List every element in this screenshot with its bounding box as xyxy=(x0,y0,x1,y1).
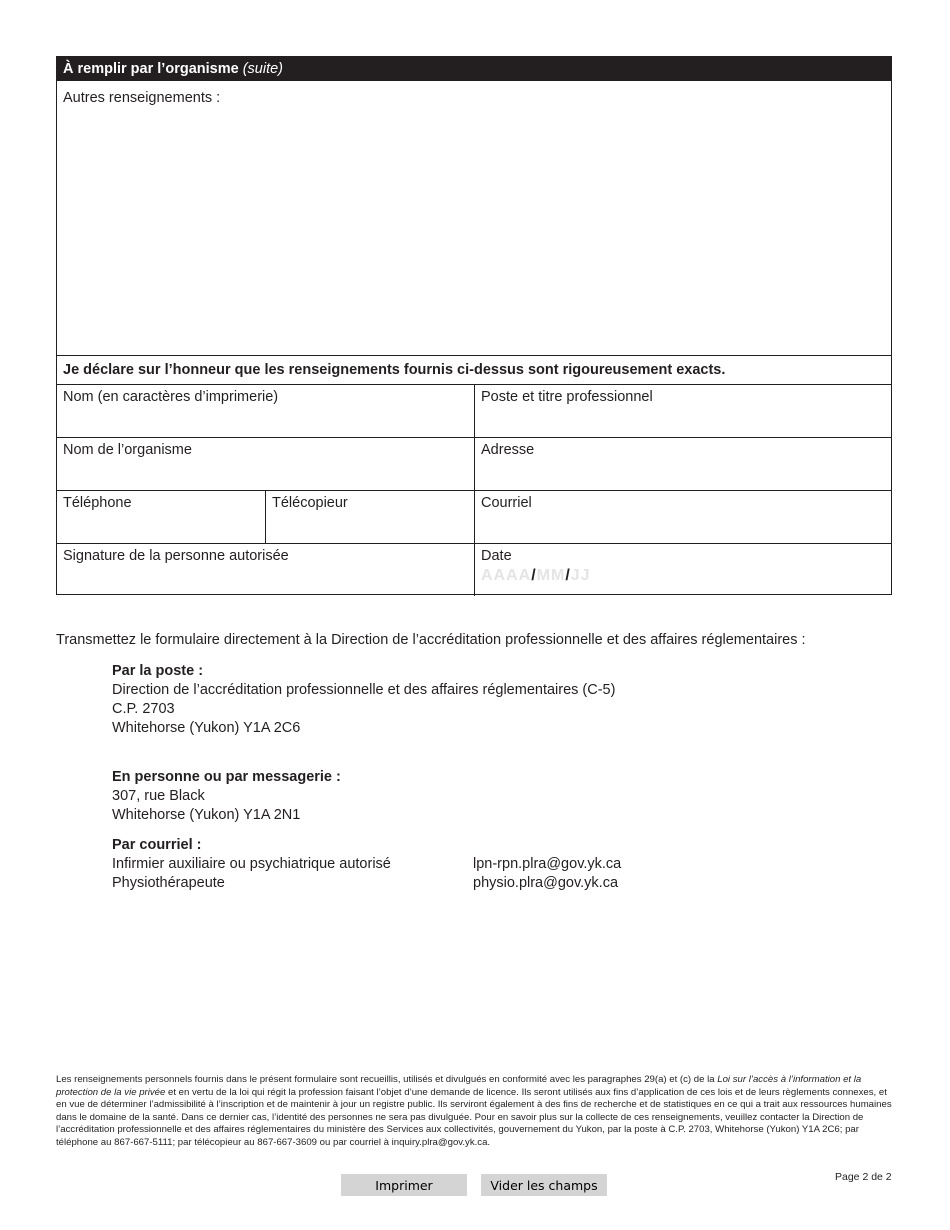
name-field[interactable] xyxy=(63,411,463,431)
mail-line: C.P. 2703 xyxy=(112,701,175,717)
declaration-statement: Je déclare sur l’honneur que les renseignements fournis ci-dessus sont rigoureusement exacts. xyxy=(63,362,726,378)
in-person-section xyxy=(112,768,341,825)
mail-line: Direction de l’accréditation professionnelle et des affaires réglementaires (C-5) xyxy=(112,682,616,698)
section-header-title: À remplir par l’organisme xyxy=(63,61,239,77)
submission-intro: Transmettez le formulaire directement à la Direction de l’accréditation professionnelle et des affaires réglementaires : xyxy=(56,632,806,648)
position-label: Poste et titre professionnel xyxy=(481,389,653,405)
email-row-label: Physiothérapeute xyxy=(112,875,225,891)
in-person-line: 307, rue Black xyxy=(112,788,205,804)
email-row xyxy=(112,874,672,893)
print-button[interactable]: Imprimer xyxy=(341,1174,467,1196)
email-row-address: physio.plra@gov.yk.ca xyxy=(473,875,619,891)
fax-field[interactable] xyxy=(272,517,467,537)
email-label: Courriel xyxy=(481,495,532,511)
phone-label: Téléphone xyxy=(63,495,132,511)
mail-heading: Par la poste : xyxy=(112,663,204,679)
date-separator: / xyxy=(565,567,571,584)
signature-field[interactable] xyxy=(63,570,463,590)
email-row-address: lpn-rpn.plra@gov.yk.ca xyxy=(473,856,622,872)
organization-name-label: Nom de l’organisme xyxy=(63,442,192,458)
date-year-placeholder: AAAA xyxy=(481,567,532,584)
email-section xyxy=(112,836,672,893)
name-label: Nom (en caractères d’imprimerie) xyxy=(63,389,279,405)
phone-field[interactable] xyxy=(63,517,258,537)
date-field[interactable] xyxy=(481,567,591,585)
email-row xyxy=(112,855,672,874)
fax-label: Télécopieur xyxy=(272,495,348,511)
column-divider xyxy=(474,384,475,596)
date-label: Date xyxy=(481,548,512,564)
email-field[interactable] xyxy=(481,517,885,537)
clear-fields-button[interactable]: Vider les champs xyxy=(481,1174,607,1196)
other-info-label: Autres renseignements : xyxy=(63,90,221,106)
date-day-placeholder: JJ xyxy=(570,567,591,584)
privacy-law-title: Loi sur l’accès à l’information et la protection de la vie privée xyxy=(56,1074,862,1098)
mail-line: Whitehorse (Yukon) Y1A 2C6 xyxy=(112,720,301,736)
date-month-placeholder: MM xyxy=(536,567,566,584)
privacy-notice xyxy=(56,1074,894,1150)
page-number: Page 2 de 2 xyxy=(835,1171,892,1183)
organization-name-field[interactable] xyxy=(63,464,463,484)
position-field[interactable] xyxy=(481,411,885,431)
section-header-suite: (suite) xyxy=(242,61,283,77)
divider xyxy=(57,355,891,356)
address-label: Adresse xyxy=(481,442,535,458)
in-person-line: Whitehorse (Yukon) Y1A 2N1 xyxy=(112,807,301,823)
address-field[interactable] xyxy=(481,464,885,484)
organization-form-section xyxy=(56,56,892,595)
mail-section xyxy=(112,662,615,738)
privacy-text: et en vertu de la loi qui régit la profession faisant l’objet d’une demande de licence. Ils seront utilisés aux fins d’application de ces lois et de leurs règlements connexes, et en vue de déterminer l’admissibilité à l’inscription et de maintenir à jour un registre public. Ils serviront également à des fins de recherche et de statistiques en ce qui a trait aux ressources humaines dans le domaine de la santé. Dans ce dernier cas, l’identité des personnes ne sera pas divulguée. Pour en savoir plus sur la collecte de ces renseignements, veuillez contacter la Direction de l’accréditation professionnelle et des affaires réglementaires du ministère des Services aux collectivités, gouvernement du Yukon, par la poste à C.P. 2703, Whitehorse (Yukon) Y1A 2C6; par téléphone au 867-667-5111; par télécopieur au 867-667-3609 ou par courriel à inquiry.plra@gov.yk.ca. xyxy=(56,1086,892,1148)
section-header xyxy=(57,57,891,81)
column-divider xyxy=(265,490,266,543)
other-info-field[interactable] xyxy=(63,111,883,351)
email-row-label: Infirmier auxiliaire ou psychiatrique autorisé xyxy=(112,856,391,872)
email-heading: Par courriel : xyxy=(112,837,202,853)
in-person-heading: En personne ou par messagerie : xyxy=(112,769,341,785)
privacy-text: Les renseignements personnels fournis dans le présent formulaire sont recueillis, utilisés et divulgués en conformité avec les paragraphes 29(a) et (c) de la xyxy=(56,1074,718,1085)
date-separator: / xyxy=(531,567,537,584)
signature-label: Signature de la personne autorisée xyxy=(63,548,289,564)
